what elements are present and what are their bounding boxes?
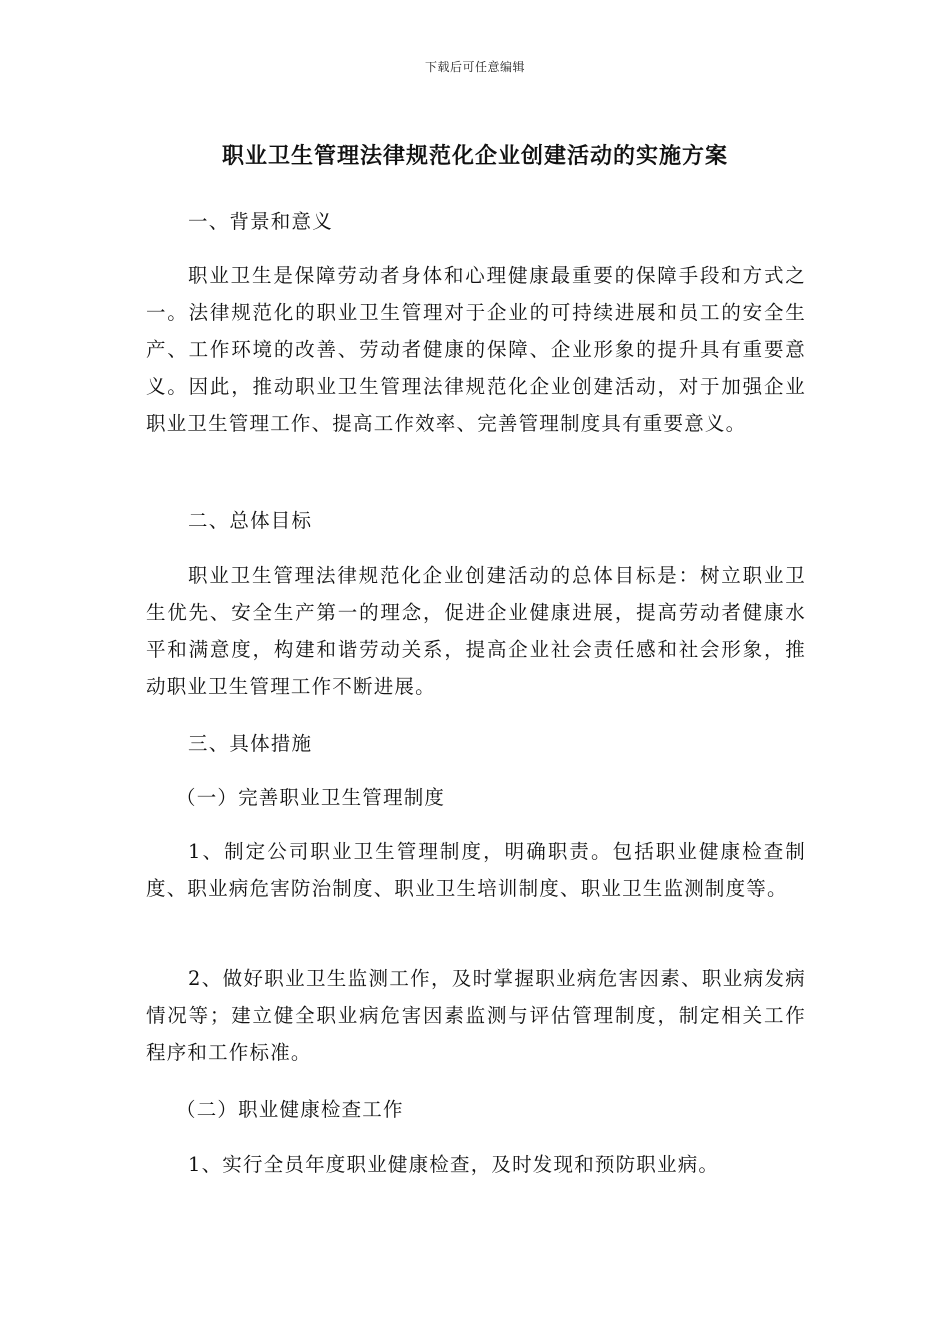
section-heading-measures: 三、具体措施 [188,732,313,755]
list-item-1: 1、制定公司职业卫生管理制度，明确职责。包括职业健康检查制度、职业病危害防治制度、职业卫生培训制度、职业卫生监测制度等。 [146,840,806,900]
subheading-management-system: （一）完善职业卫生管理制度 [176,786,446,809]
list-item-health-check-1: 1、实行全员年度职业健康检查，及时发现和预防职业病。 [188,1153,720,1176]
header-note: 下载后可任意编辑 [424,60,525,74]
document-title: 职业卫生管理法律规范化企业创建活动的实施方案 [221,144,728,169]
paragraph-background: 职业卫生是保障劳动者身体和心理健康最重要的保障手段和方式之一。法律规范化的职业卫生管理对于企业的可持续进展和员工的安全生产、工作环境的改善、劳动者健康的保障、企业形象的提升具有重要意义。因此，推动职业卫生管理法律规范化企业创建活动，对于加强企业职业卫生管理工作、提高工作效率、完善管理制度具有重要意义。 [146,264,806,435]
list-item-2: 2、做好职业卫生监测工作，及时掌握职业病危害因素、职业病发病情况等；建立健全职业病危害因素监测与评估管理制度，制定相关工作程序和工作标准。 [146,967,806,1064]
section-heading-goals: 二、总体目标 [188,509,313,532]
paragraph-goals: 职业卫生管理法律规范化企业创建活动的总体目标是：树立职业卫生优先、安全生产第一的理念，促进企业健康进展，提高劳动者健康水平和满意度，构建和谐劳动关系，提高企业社会责任感和社会形象，推动职业卫生管理工作不断进展。 [146,564,806,698]
subheading-health-check: （二）职业健康检查工作 [176,1098,404,1121]
section-heading-background: 一、背景和意义 [188,210,333,233]
